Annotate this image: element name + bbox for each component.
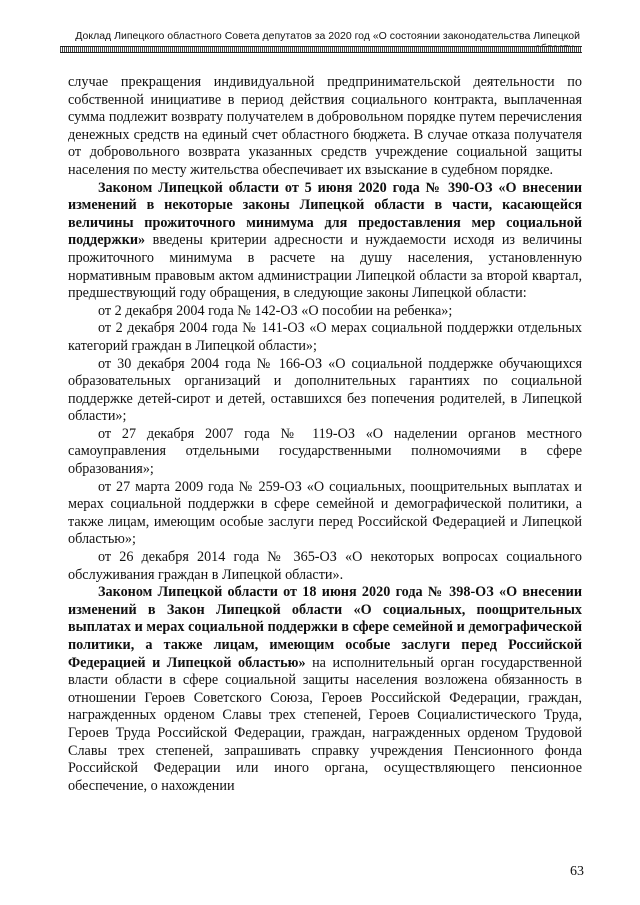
paragraph-text: случае прекращения индивидуальной предпринимательской деятельности по собственной инициативе в период действия социального контракта, выплаченная сумма подлежит возврату получателем в добровольном порядке путем перечисления денежных средств на единый счет областного бюджета. В случае отказа получателя от добровольного возврата указанных средств учреждение социальной защиты населения по месту жительства обеспечивает их взыскание в судебном порядке. (68, 74, 582, 178)
list-item-text: от 30 декабря 2004 года № 166-ОЗ «О социальной поддержке обучающихся образовательных организаций и дополнительных гарантиях по социальной поддержке детей-сирот и детей, оставшихся без попечения родителей, в Липецкой области»; (68, 355, 582, 425)
header-rule (60, 46, 582, 53)
list-item-law-259 (68, 479, 582, 549)
page-number: 63 (570, 864, 584, 879)
list-item-law-142 (68, 303, 582, 321)
paragraph-text: на исполнительный орган государственной власти области в сфере социальной защиты населения возложена обязанность в отношении Героев Советского Союза, Героев Российской Федерации, граждан, награжденных орденом Славы трех степеней, Героев Социалистического Труда, Героев Труда Российской Федерации, граждан, награжденных орденом Трудовой Славы трех степеней, запрашивать справку учреждения Пенсионного фонда Российской Федерации или иного органа, осуществляющего пенсионное обеспечение, о нахождении (68, 654, 582, 794)
running-header: Доклад Липецкого областного Совета депутатов за 2020 год «О состоянии законодательства Липецкой (75, 30, 580, 42)
list-item-text: от 2 декабря 2004 года № 141-ОЗ «О мерах социальной поддержки отдельных категорий граждан в Липецкой области»; (68, 320, 582, 354)
list-item-law-365 (68, 549, 582, 584)
law-title-bold: Законом Липецкой области от 18 июня 2020 года № 398-ОЗ «О внесении изменений в Закон Липецкой области «О социальных, поощрительных выплатах и мерах социальной поддержки в сфере семейной и демографической политики, а также лицам, имеющим особые заслуги перед Российской Федерацией и Липецкой областью» (68, 584, 582, 671)
paragraph-text: введены критерии адресности и нуждаемости исходя из величины прожиточного минимума в расчете на душу населения, установленную нормативным правовым актом администрации Липецкой области за второй квартал, предшествующий году обращения, в следующие законы Липецкой области: (68, 232, 582, 302)
list-item-text: от 27 марта 2009 года № 259-ОЗ «О социальных, поощрительных выплатах и мерах социальной поддержки в сфере семейной и демографической политики, а также лицам, имеющим особые заслуги перед Российской Федерацией и Липецкой областью»; (68, 478, 582, 548)
list-item-text: от 26 декабря 2014 года № 365-ОЗ «О некоторых вопросах социального обслуживания граждан в Липецкой области». (68, 549, 582, 583)
paragraph-law-390 (68, 180, 582, 303)
paragraph-continuation (68, 74, 582, 180)
list-item-law-166 (68, 356, 582, 426)
list-item-text: от 2 декабря 2004 года № 142-ОЗ «О пособии на ребенка»; (98, 302, 453, 319)
list-item-law-119 (68, 426, 582, 479)
list-item-text: от 27 декабря 2007 года № 119-ОЗ «О наделении органов местного самоуправления отдельными государственными полномочиями в сфере образования»; (68, 425, 582, 478)
body-text (68, 74, 582, 795)
list-item-law-141 (68, 320, 582, 355)
law-title-bold: Законом Липецкой области от 5 июня 2020 года № 390-ОЗ «О внесении изменений в некоторые законы Липецкой области в части, касающейся величины прожиточного минимума для предоставления мер социальной поддержки» (68, 179, 582, 249)
paragraph-law-398 (68, 584, 582, 795)
